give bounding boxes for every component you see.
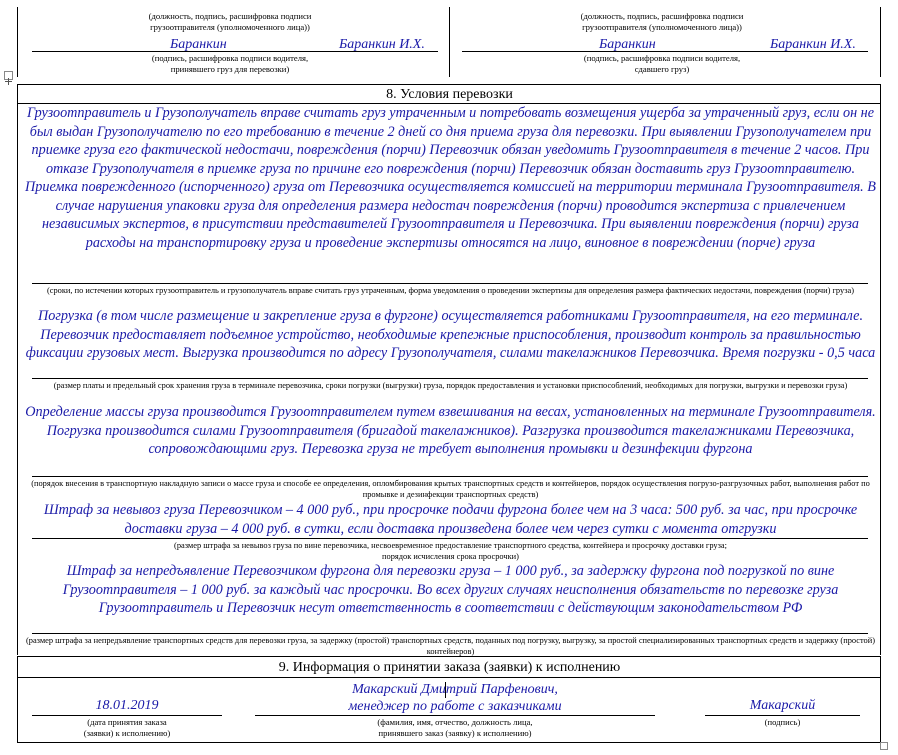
left-driver-name: Баранкин И.Х.	[339, 37, 425, 52]
carrier-penalty-caption: (размер штрафа за невывоз груза по вине перевозчика, несвоевременное предоставление транспортного средства, контейнера и просрочку доставки груза; порядок исчисления срока просрочки)	[174, 541, 727, 561]
right-position-caption: (должность, подпись, расшифровка подписи грузоотправителя (уполномоченного лица))	[580, 11, 744, 32]
table-move-handle-icon[interactable]	[4, 71, 13, 80]
section8-border-right	[880, 84, 881, 655]
block4-underline	[32, 538, 868, 539]
right-driver-name: Баранкин И.Х.	[770, 37, 856, 52]
acceptance-date-caption: (дата принятия заказа (заявки) к исполнению)	[83, 717, 171, 738]
right-driver-caption: (подпись, расшифровка подписи водителя, сдавшего груз)	[583, 53, 741, 74]
left-position-caption: (должность, подпись, расшифровка подписи грузоотправителя (уполномоченного лица))	[148, 11, 312, 32]
loading-conditions-caption: (размер платы и предельный срок хранения груза в терминале перевозчика, сроки погрузки (выгрузки) груза, порядок предоставления и установки приспособлений, необходимых для погрузки, выгрузки и перевозки груза)	[53, 381, 848, 390]
table-resize-handle-icon[interactable]	[880, 742, 888, 750]
acceptor-person-value: Макарский Дмитрий Парфенович, менеджер по работе с заказчиками	[348, 682, 562, 714]
section9-top-border	[17, 656, 881, 657]
right-driver-signature: Баранкин	[599, 37, 656, 52]
section8-top-border	[17, 84, 881, 85]
weighing-conditions-caption: (порядок внесения в транспортную накладную записи о массе груза и способе ее определения, опломбирования крытых транспортных средств и контейнеров, порядок осуществления погрузо-разгрузочных работ, выполнения работ по промывке и дезинфекции транспортных средств)	[31, 479, 870, 499]
acceptor-signature-value: Макарский	[749, 698, 816, 713]
section8-title: 8. Условия перевозки	[386, 87, 513, 102]
date-line	[32, 715, 222, 716]
acceptor-signature-caption: (подпись)	[764, 717, 801, 727]
signature-line	[705, 715, 860, 716]
loss-claim-conditions-caption: (сроки, по истечении которых грузоотправитель и грузополучатель вправе считать груз утраченным, форма уведомления о проведении экспертизы для определения размера фактических недостачи, повреждения (порчи) груза)	[46, 286, 855, 295]
table-border-right-top	[880, 7, 881, 77]
shipper-penalty-caption: (размер штрафа за непредъявление транспортных средств для перевозки груза, за задержку (простой) транспортных средств, поданных под погрузку, выгрузку, за простой специализированных транспортных средств и задержку (простой) контейнеров)	[25, 636, 875, 656]
table-bottom-border	[17, 742, 881, 743]
block5-underline	[32, 633, 868, 634]
acceptor-person-caption: (фамилия, имя, отчество, должность лица, принявшего заказ (заявку) к исполнению)	[377, 717, 533, 738]
left-signature-line	[32, 51, 438, 52]
table-border-mid-top	[449, 7, 450, 77]
loss-claim-conditions-text: Грузоотправитель и Грузополучатель вправе считать груз утраченным и потребовать возмещения ущерба за утраченный груз, если он не был выдан Грузополучателю по его требованию в течение 2 дней со дня приема груза для перевозки. При выявлении Грузополучателем при приемке груза его фактической недостачи, повреждения (порчи) Перевозчик обязан уведомить Грузоотправителя в течение 2 часов. При отказе Грузополучателя в приемке груза по причине его повреждения (порчи) Перевозчик обязан доставить груз Грузоотправителю. Приемка поврежденного (испорченного) груза от Перевозчика осуществляется комиссией на территории терминала Грузоотправителя. В случае нарушения упаковки груза для определения размера недостач повреждения (порчи) проводится экспертиза с привлечением независимых экспертов, в присутствии представителей Грузоотправителя и Перевозчика. При выявлении повреждения (порчи) груза расходы на транспортировку груза и проведение экспертизы относятся на лицо, виновное в повреждении (порче) груза	[25, 105, 876, 251]
section8-border-left	[17, 84, 18, 655]
left-driver-signature: Баранкин	[170, 37, 227, 52]
shipper-penalty-text: Штраф за непредъявление Перевозчиком фургона для перевозки груза – 1 000 руб., за задержку фургона под погрузкой по вине Грузоотправителя – 1 000 руб. за каждый час просрочки. Во всех других случаях неисполнения обязательств по перевозке груза Грузоотправитель и Перевозчик несут ответственность в соответствии с действующим законодательством РФ	[62, 563, 839, 616]
block1-underline	[32, 283, 868, 284]
block2-underline	[32, 378, 868, 379]
table-border-left-top	[17, 7, 18, 77]
weighing-conditions-text: Определение массы груза производится Грузоотправителем путем взвешивания на весах, установленных на терминале Грузоотправителя. Погрузка производится силами Грузоотправителя (бригадой такелажников). Разгрузка производится такелажниками Перевозчика, сопровождающими груз. Перевозка груза не требует выполнения промывки и дезинфекции фургона	[25, 404, 876, 457]
section9-title: 9. Информация о принятии заказа (заявки) к исполнению	[278, 660, 621, 675]
block3-underline	[32, 476, 868, 477]
right-signature-line	[462, 51, 868, 52]
carrier-penalty-text: Штраф за невывоз груза Перевозчиком – 4 000 руб., при просрочке подачи фургона более чем на 3 часа: 500 руб. за час, при просрочке доставки груза – 4 000 руб. в сутки, если доставка произведена более чем через сутки с момента отгрузки	[43, 502, 858, 537]
section9-title-underline	[17, 677, 881, 678]
text-cursor	[445, 682, 446, 698]
left-driver-caption: (подпись, расшифровка подписи водителя, принявшего груз для перевозки)	[151, 53, 309, 74]
acceptance-date-value: 18.01.2019	[95, 698, 159, 713]
loading-conditions-text: Погрузка (в том числе размещение и закрепление груза в фургоне) осуществляется работниками Грузоотправителя, на его терминале. Перевозчик предоставляет подъемное устройство, необходимые крепежные приспособления, производит контроль за правильностью фиксации грузовых мест. Выгрузка производится по адресу Грузополучателя, силами такелажников Перевозчика. Время погрузки - 0,5 часа	[25, 308, 876, 361]
person-line	[255, 715, 655, 716]
